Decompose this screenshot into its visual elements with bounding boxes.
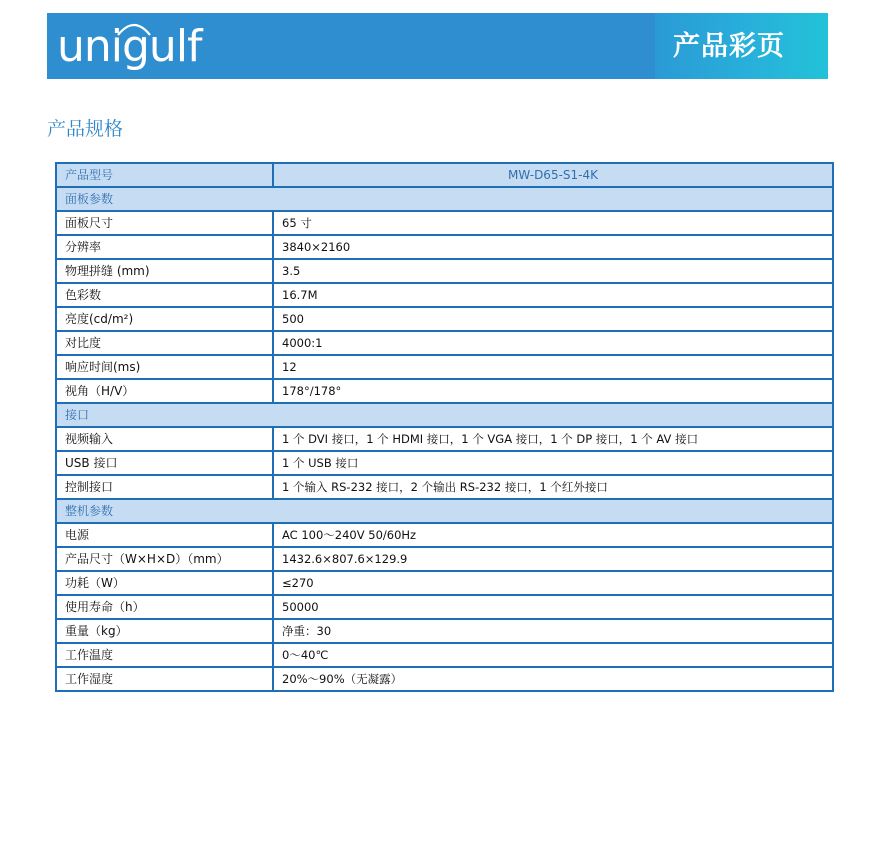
model-label: 产品型号 xyxy=(56,163,273,187)
spec-label: 产品尺寸（W×H×D）（mm） xyxy=(56,547,273,571)
header-banner xyxy=(47,13,828,79)
group-title: 整机参数 xyxy=(56,499,833,523)
spec-label: 物理拼缝 (mm) xyxy=(56,259,273,283)
table-row xyxy=(56,667,833,691)
spec-label: 电源 xyxy=(56,523,273,547)
spec-label: USB 接口 xyxy=(56,451,273,475)
model-value: MW-D65-S1-4K xyxy=(273,163,833,187)
spec-label: 面板尺寸 xyxy=(56,211,273,235)
spec-label: 重量（kg） xyxy=(56,619,273,643)
spec-value: 50000 xyxy=(273,595,833,619)
spec-label: 工作湿度 xyxy=(56,667,273,691)
table-row xyxy=(56,451,833,475)
spec-label: 视频输入 xyxy=(56,427,273,451)
spec-value: 16.7M xyxy=(273,283,833,307)
table-header-row xyxy=(56,163,833,187)
spec-value: 1 个输入 RS-232 接口，2 个输出 RS-232 接口，1 个红外接口 xyxy=(273,475,833,499)
brand-logo: unigulf xyxy=(57,21,202,72)
spec-value: 178°/178° xyxy=(273,379,833,403)
table-row xyxy=(56,235,833,259)
spec-label: 视角（H/V） xyxy=(56,379,273,403)
spec-value: 3840×2160 xyxy=(273,235,833,259)
table-row xyxy=(56,283,833,307)
table-row xyxy=(56,595,833,619)
spec-label: 分辨率 xyxy=(56,235,273,259)
spec-label: 使用寿命（h） xyxy=(56,595,273,619)
group-title: 接口 xyxy=(56,403,833,427)
spec-value: AC 100～240V 50/60Hz xyxy=(273,523,833,547)
spec-value: 0～40℃ xyxy=(273,643,833,667)
table-row xyxy=(56,307,833,331)
table-row xyxy=(56,331,833,355)
table-row xyxy=(56,619,833,643)
group-header-row xyxy=(56,187,833,211)
spec-value: 20%～90%（无凝露） xyxy=(273,667,833,691)
spec-label: 色彩数 xyxy=(56,283,273,307)
spec-value: ≤270 xyxy=(273,571,833,595)
spec-value: 1 个 DVI 接口，1 个 HDMI 接口，1 个 VGA 接口，1 个 DP 接口，1 个 AV 接口 xyxy=(273,427,833,451)
spec-label: 功耗（W） xyxy=(56,571,273,595)
spec-value: 1 个 USB 接口 xyxy=(273,451,833,475)
spec-table xyxy=(55,162,834,692)
section-title: 产品规格 xyxy=(47,118,124,140)
table-row xyxy=(56,379,833,403)
spec-label: 响应时间(ms) xyxy=(56,355,273,379)
table-row xyxy=(56,355,833,379)
group-header-row xyxy=(56,403,833,427)
group-title: 面板参数 xyxy=(56,187,833,211)
header-title: 产品彩页 xyxy=(673,31,785,62)
spec-value: 12 xyxy=(273,355,833,379)
table-row xyxy=(56,475,833,499)
spec-label: 对比度 xyxy=(56,331,273,355)
table-row xyxy=(56,523,833,547)
spec-value: 500 xyxy=(273,307,833,331)
spec-label: 工作温度 xyxy=(56,643,273,667)
group-header-row xyxy=(56,499,833,523)
spec-value: 净重：30 xyxy=(273,619,833,643)
table-row xyxy=(56,211,833,235)
table-row xyxy=(56,259,833,283)
spec-label: 亮度(cd/m²) xyxy=(56,307,273,331)
spec-value: 3.5 xyxy=(273,259,833,283)
spec-label: 控制接口 xyxy=(56,475,273,499)
spec-value: 4000:1 xyxy=(273,331,833,355)
spec-value: 1432.6×807.6×129.9 xyxy=(273,547,833,571)
table-row xyxy=(56,547,833,571)
table-row xyxy=(56,643,833,667)
table-row xyxy=(56,427,833,451)
table-row xyxy=(56,571,833,595)
spec-value: 65 寸 xyxy=(273,211,833,235)
